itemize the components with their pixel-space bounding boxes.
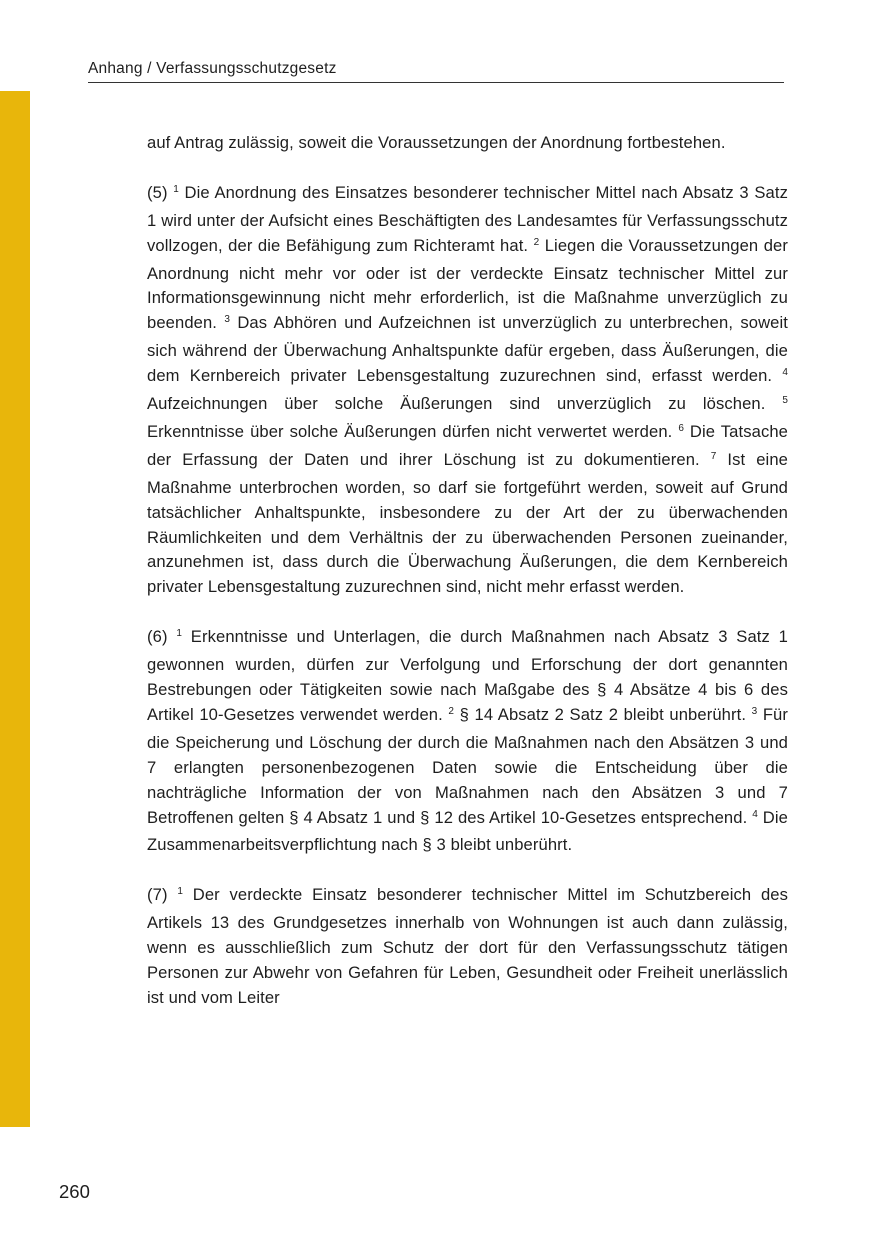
text-run: Das Abhören und Aufzeichnen ist unverzüglich zu unterbrechen, soweit sich während der Überwachung Anhaltspunkte dafür ergeben, dass Äußerungen, die dem Kernbereich privater Lebensgestaltung zuzurechnen sind, erfasst werden. — [147, 313, 788, 386]
sentence-number: 2 — [533, 236, 540, 248]
text-run: Für die Speicherung und Löschung der durch die Maßnahmen nach den Absätzen 3 und 7 erlangten personenbezogenen Daten sowie die Entscheidung über die nachträgliche Information der von Maßnahmen nach den Absätzen 3 und 7 Betroffenen gelten § 4 Absatz 1 und § 12 des Artikel 10-Gesetzes entsprechend. — [147, 704, 789, 827]
sentence-number: 5 — [782, 395, 788, 407]
sentence-number: 1 — [173, 183, 179, 195]
sentence-number: 3 — [224, 314, 230, 326]
sentence-number: 6 — [678, 422, 684, 434]
text-run: Aufzeichnungen über solche Äußerungen sind unverzüglich zu löschen. — [147, 394, 783, 414]
paragraph — [147, 131, 788, 156]
text-run: § 14 Absatz 2 Satz 2 bleibt unberührt. — [454, 704, 752, 724]
text-run: (6) — [147, 627, 177, 647]
running-header — [88, 60, 784, 83]
body-text — [147, 131, 788, 1036]
text-run: Die Tatsache der Erfassung der Daten und ihrer Löschung ist zu dokumentieren. — [147, 421, 788, 469]
sentence-number: 4 — [782, 367, 788, 379]
text-run: Ist eine Maßnahme unterbrochen worden, so darf sie fortgeführt werden, soweit auf Grund tatsächlicher Anhaltspunkte, insbesondere zu der Art der zu überwachenden Räumlichkeiten und dem Verhältnis der zu überwachenden Personen zueinander, anzunehmen ist, dass durch die Überwachung Äußerungen, die dem Kernbereich privater Lebensgestaltung zuzurechnen sind, nicht mehr erfasst werden. — [147, 449, 788, 597]
running-header-title: Anhang / Verfassungsschutzgesetz — [88, 60, 337, 77]
paragraph — [147, 181, 788, 601]
text-run: (7) — [147, 885, 178, 905]
text-run: Liegen die Voraussetzungen der Anordnung nicht mehr vor oder ist der verdeckte Einsatz technischer Mittel zur Informationsgewinnung nicht mehr erforderlich, ist die Maßnahme unverzüglich zu beenden. — [147, 235, 788, 333]
page-number: 260 — [59, 1181, 90, 1202]
paragraph — [147, 625, 788, 858]
sentence-number: 1 — [177, 886, 183, 898]
text-run: auf Antrag zulässig, soweit die Voraussetzungen der Anordnung fortbestehen. — [147, 133, 726, 152]
paragraph — [147, 883, 788, 1011]
text-run: (5) — [147, 182, 174, 202]
text-run: Der verdeckte Einsatz besonderer technischer Mittel im Schutzbereich des Artikels 13 des Grundgesetzes innerhalb von Wohnungen ist auch dann zulässig, wenn es ausschließlich zum Schutz der dort für den Verfassungsschutz tätigen Personen zur Abwehr von Gefahren für Leben, Gesundheit oder Freiheit unerlässlich ist und vom Leiter — [147, 885, 788, 1007]
chapter-color-bar — [0, 91, 30, 1127]
sentence-number: 1 — [176, 628, 183, 640]
sentence-number: 7 — [710, 450, 717, 462]
sentence-number: 4 — [752, 808, 758, 820]
text-run: Die Zusammenarbeitsverpflichtung nach § 3 bleibt unberührt. — [147, 807, 788, 855]
sentence-number: 2 — [448, 705, 455, 717]
sentence-number: 3 — [751, 705, 758, 717]
text-run: Die Anordnung des Einsatzes besonderer technischer Mittel nach Absatz 3 Satz 1 wird unter der Aufsicht eines Beschäftigten des Landesamtes für Verfassungsschutz vollzogen, der die Befähigung zum Richteramt hat. — [147, 182, 788, 255]
text-run: Erkenntnisse über solche Äußerungen dürfen nicht verwertet werden. — [147, 421, 679, 441]
text-run: Erkenntnisse und Unterlagen, die durch Maßnahmen nach Absatz 3 Satz 1 gewonnen wurden, dürfen zur Verfolgung und Erforschung der dort genannten Bestrebungen oder Tätigkeiten sowie nach Maßgabe des § 4 Absätze 4 bis 6 des Artikel 10-Gesetzes verwendet werden. — [147, 627, 789, 724]
